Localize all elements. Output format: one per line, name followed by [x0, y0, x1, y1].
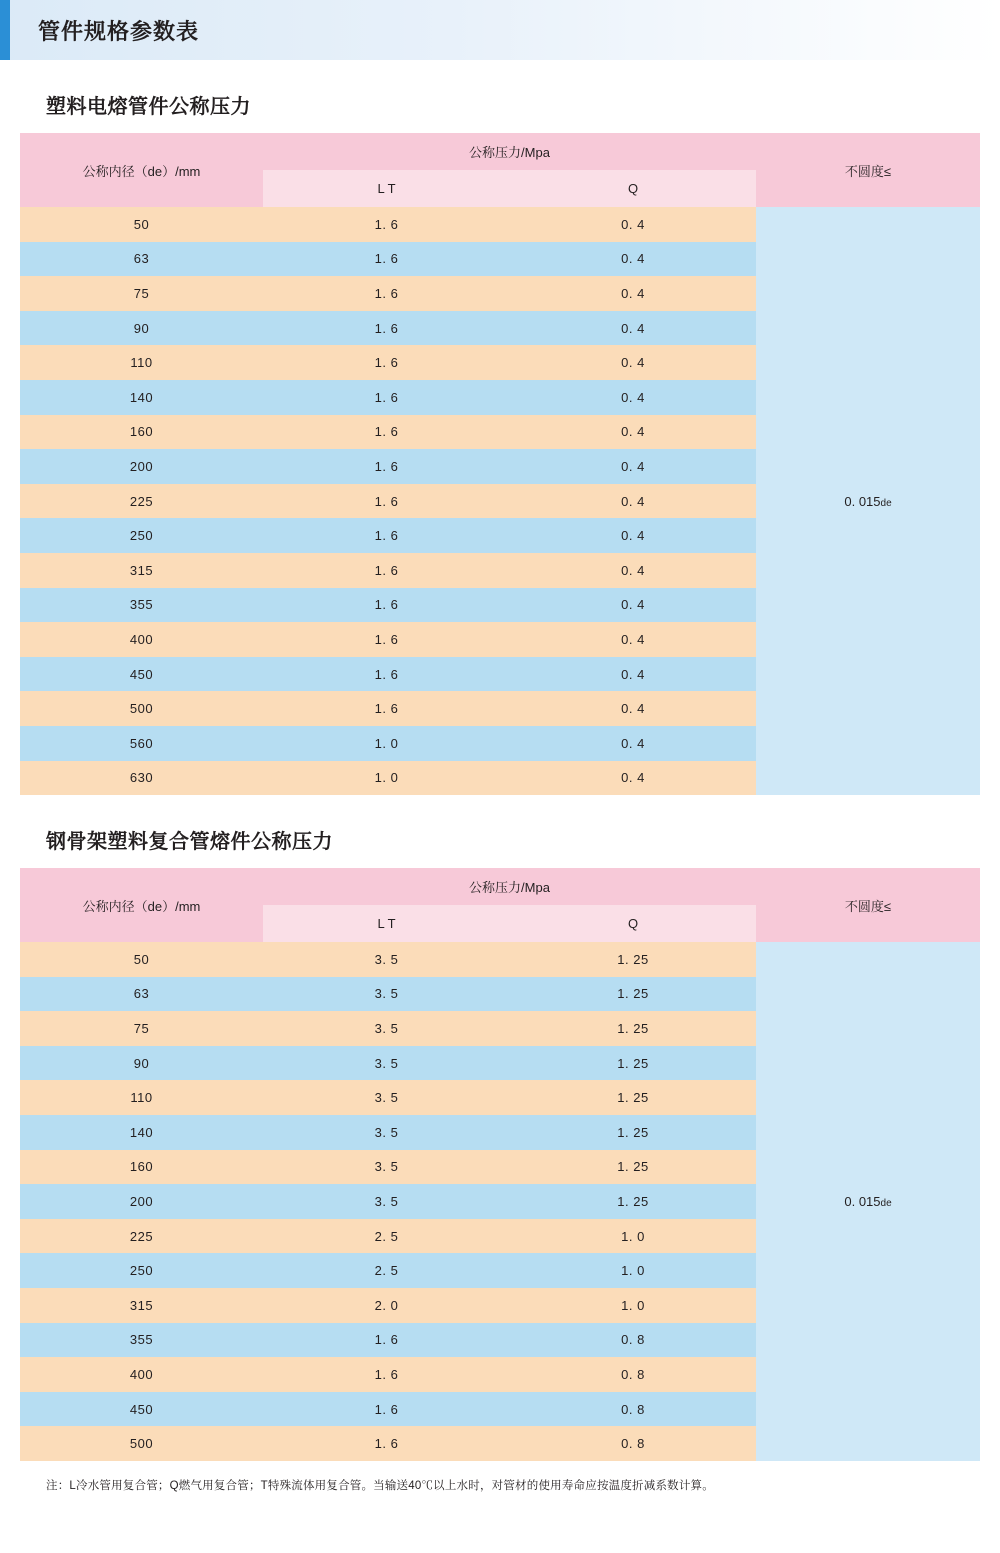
cell-lt: 3. 5 [263, 1115, 510, 1150]
cell-lt: 1. 6 [263, 484, 510, 519]
table-header-row-top [20, 868, 980, 905]
cell-de: 75 [20, 1011, 263, 1046]
cell-lt: 3. 5 [263, 1184, 510, 1219]
cell-q: 0. 4 [510, 657, 756, 692]
cell-lt: 3. 5 [263, 1080, 510, 1115]
cell-de: 400 [20, 622, 263, 657]
col-header-lt: L T [263, 170, 510, 207]
cell-de: 63 [20, 977, 263, 1012]
cell-de: 160 [20, 415, 263, 450]
cell-de: 160 [20, 1150, 263, 1185]
cell-de: 75 [20, 276, 263, 311]
table-row [20, 942, 980, 977]
cell-q: 0. 4 [510, 380, 756, 415]
cell-lt: 3. 5 [263, 1011, 510, 1046]
cell-lt: 1. 6 [263, 345, 510, 380]
cell-de: 315 [20, 553, 263, 588]
cell-lt: 2. 0 [263, 1288, 510, 1323]
cell-lt: 3. 5 [263, 1046, 510, 1081]
cell-lt: 1. 6 [263, 691, 510, 726]
cell-q: 1. 25 [510, 1150, 756, 1185]
cell-lt: 1. 0 [263, 726, 510, 761]
cell-de: 110 [20, 1080, 263, 1115]
cell-de: 90 [20, 311, 263, 346]
cell-q: 0. 4 [510, 276, 756, 311]
cell-de: 500 [20, 691, 263, 726]
cell-q: 0. 4 [510, 345, 756, 380]
cell-de: 200 [20, 1184, 263, 1219]
cell-q: 0. 4 [510, 242, 756, 277]
cell-lt: 3. 5 [263, 1150, 510, 1185]
cell-lt: 1. 6 [263, 1323, 510, 1358]
table-header-row-top [20, 133, 980, 170]
cell-lt: 1. 6 [263, 242, 510, 277]
cell-de: 400 [20, 1357, 263, 1392]
cell-de: 50 [20, 207, 263, 242]
cell-q: 1. 25 [510, 1184, 756, 1219]
cell-q: 1. 0 [510, 1253, 756, 1288]
cell-de: 90 [20, 1046, 263, 1081]
cell-de: 355 [20, 1323, 263, 1358]
cell-de: 225 [20, 484, 263, 519]
cell-de: 63 [20, 242, 263, 277]
cell-q: 0. 4 [510, 622, 756, 657]
cell-q: 1. 0 [510, 1219, 756, 1254]
page-header [0, 0, 1000, 60]
col-header-de: 公称内径（de）/mm [20, 133, 263, 207]
col-header-lt: L T [263, 905, 510, 942]
cell-lt: 3. 5 [263, 977, 510, 1012]
cell-q: 0. 4 [510, 553, 756, 588]
section-title-2: 钢骨架塑料复合管熔件公称压力 [46, 831, 333, 854]
spec-table-2 [20, 868, 980, 1461]
cell-q: 0. 4 [510, 484, 756, 519]
cell-q: 1. 25 [510, 1080, 756, 1115]
cell-q: 1. 25 [510, 977, 756, 1012]
section-steel-mesh-composite [0, 825, 1000, 1493]
cell-lt: 1. 6 [263, 311, 510, 346]
col-header-pressure-group: 公称压力/Mpa [263, 868, 756, 905]
cell-lt: 1. 6 [263, 276, 510, 311]
cell-lt: 1. 6 [263, 1357, 510, 1392]
col-header-roundness: 不圆度≤ [756, 868, 980, 942]
col-header-q: Q [510, 170, 756, 207]
cell-roundness: 0. 015de [756, 207, 980, 795]
cell-de: 500 [20, 1426, 263, 1461]
col-header-de: 公称内径（de）/mm [20, 868, 263, 942]
cell-q: 0. 8 [510, 1323, 756, 1358]
cell-de: 630 [20, 761, 263, 796]
cell-q: 0. 4 [510, 449, 756, 484]
table-body-2 [20, 868, 980, 1461]
cell-q: 0. 4 [510, 691, 756, 726]
cell-q: 0. 4 [510, 311, 756, 346]
cell-lt: 1. 6 [263, 657, 510, 692]
cell-q: 0. 4 [510, 415, 756, 450]
cell-q: 0. 4 [510, 726, 756, 761]
cell-lt: 2. 5 [263, 1219, 510, 1254]
cell-q: 0. 4 [510, 761, 756, 796]
col-header-pressure-group: 公称压力/Mpa [263, 133, 756, 170]
cell-de: 560 [20, 726, 263, 761]
cell-lt: 1. 6 [263, 553, 510, 588]
cell-de: 315 [20, 1288, 263, 1323]
cell-lt: 3. 5 [263, 942, 510, 977]
cell-q: 0. 4 [510, 207, 756, 242]
cell-lt: 1. 6 [263, 207, 510, 242]
cell-roundness: 0. 015de [756, 942, 980, 1461]
table-body-1 [20, 133, 980, 795]
cell-lt: 1. 6 [263, 1426, 510, 1461]
cell-lt: 1. 6 [263, 415, 510, 450]
cell-lt: 1. 6 [263, 622, 510, 657]
cell-de: 140 [20, 1115, 263, 1150]
footnote: 注：L冷水管用复合管；Q燃气用复合管；T特殊流体用复合管。当输送40℃以上水时，对管材的使用寿命应按温度折减系数计算。 [46, 1480, 714, 1492]
cell-lt: 1. 6 [263, 518, 510, 553]
cell-lt: 1. 6 [263, 380, 510, 415]
cell-de: 250 [20, 518, 263, 553]
cell-lt: 2. 5 [263, 1253, 510, 1288]
cell-q: 0. 4 [510, 518, 756, 553]
header-accent-bar [0, 0, 10, 60]
cell-q: 0. 4 [510, 588, 756, 623]
cell-lt: 1. 0 [263, 761, 510, 796]
page-title: 管件规格参数表 [38, 18, 200, 44]
cell-q: 1. 25 [510, 1046, 756, 1081]
cell-de: 200 [20, 449, 263, 484]
cell-q: 1. 25 [510, 1115, 756, 1150]
cell-de: 250 [20, 1253, 263, 1288]
cell-q: 1. 25 [510, 1011, 756, 1046]
section-plastic-electrofusion [0, 90, 1000, 795]
cell-de: 110 [20, 345, 263, 380]
cell-q: 0. 8 [510, 1392, 756, 1427]
cell-de: 450 [20, 657, 263, 692]
col-header-roundness: 不圆度≤ [756, 133, 980, 207]
cell-q: 1. 25 [510, 942, 756, 977]
table-row [20, 207, 980, 242]
col-header-q: Q [510, 905, 756, 942]
section-title-1: 塑料电熔管件公称压力 [46, 96, 251, 118]
cell-de: 140 [20, 380, 263, 415]
cell-q: 1. 0 [510, 1288, 756, 1323]
cell-lt: 1. 6 [263, 1392, 510, 1427]
cell-de: 355 [20, 588, 263, 623]
cell-de: 450 [20, 1392, 263, 1427]
cell-de: 50 [20, 942, 263, 977]
spec-table-1 [20, 133, 980, 795]
cell-lt: 1. 6 [263, 449, 510, 484]
cell-lt: 1. 6 [263, 588, 510, 623]
cell-q: 0. 8 [510, 1426, 756, 1461]
cell-q: 0. 8 [510, 1357, 756, 1392]
cell-de: 225 [20, 1219, 263, 1254]
